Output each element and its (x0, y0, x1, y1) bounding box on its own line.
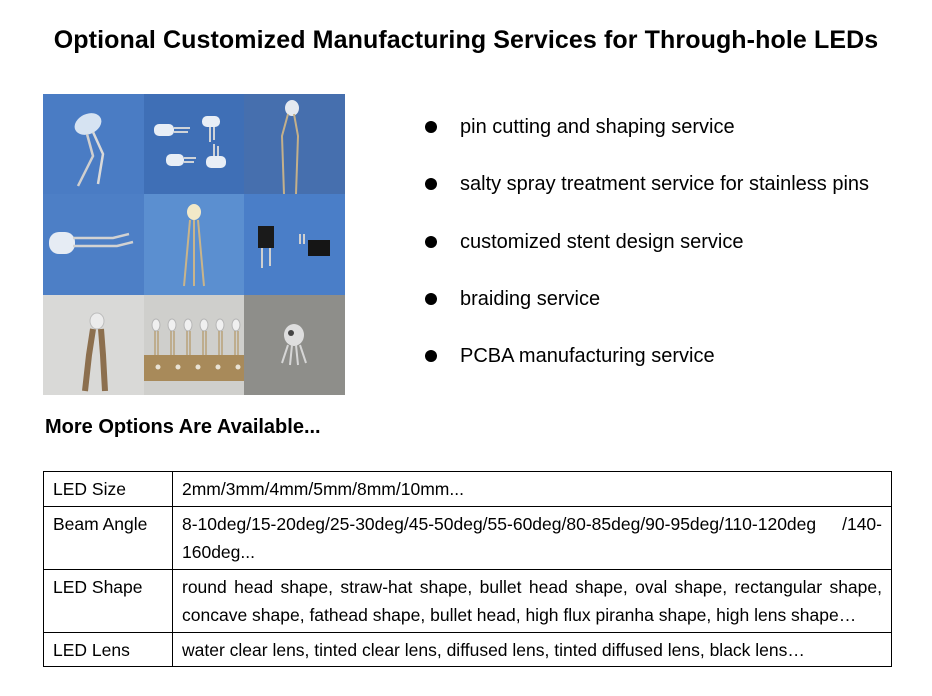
photo-bent-led (43, 94, 144, 194)
service-text: pin cutting and shaping service (460, 116, 735, 138)
table-row (44, 632, 892, 667)
photo-black-housing-leds (244, 194, 345, 295)
photo-braided-leds (144, 295, 244, 395)
service-list (420, 112, 869, 398)
photo-long-leg-led (244, 94, 345, 194)
bullet-icon (425, 350, 437, 362)
row-value: round head shape, straw-hat shape, bullet head shape, oval shape, rectangular shape, concave shape, fathead shape, bullet head, high flux piranha shape, high lens shape… (173, 569, 892, 632)
row-label: LED Shape (44, 569, 173, 632)
row-label: Beam Angle (44, 506, 173, 569)
photo-flat-pin-led (43, 295, 144, 395)
row-label: LED Lens (44, 632, 173, 667)
bullet-icon (425, 293, 437, 305)
list-item (420, 169, 869, 226)
photo-diffused-led (144, 194, 244, 295)
more-options-heading: More Options Are Available... (45, 416, 321, 438)
photo-right-angle-leds (144, 94, 244, 194)
service-text: PCBA manufacturing service (460, 345, 715, 368)
bullet-icon (425, 121, 437, 133)
row-value: 2mm/3mm/4mm/5mm/8mm/10mm... (173, 472, 892, 507)
list-item (420, 284, 869, 341)
bullet-icon (425, 236, 437, 248)
bullet-icon (425, 178, 437, 190)
row-value: 8-10deg/15-20deg/25-30deg/45-50deg/55-60deg/80-85deg/90-95deg/110-120deg /140-160deg... (173, 506, 892, 569)
list-item (420, 112, 869, 169)
service-text: salty spray treatment service for stainless pins (460, 173, 870, 196)
led-photo-grid (43, 94, 345, 395)
row-value: water clear lens, tinted clear lens, diffused lens, tinted diffused lens, black lens… (173, 632, 892, 667)
table-row (44, 506, 892, 569)
table-row (44, 569, 892, 632)
service-text: braiding service (460, 287, 601, 310)
photo-multi-pin-led (244, 295, 345, 395)
page-title: Optional Customized Manufacturing Services for Through-hole LEDs (53, 26, 879, 54)
service-text: customized stent design service (460, 230, 744, 253)
table-row (44, 472, 892, 507)
row-label: LED Size (44, 472, 173, 507)
list-item (420, 227, 869, 284)
list-item (420, 341, 869, 398)
photo-horizontal-led (43, 194, 144, 295)
spec-table (43, 471, 892, 667)
